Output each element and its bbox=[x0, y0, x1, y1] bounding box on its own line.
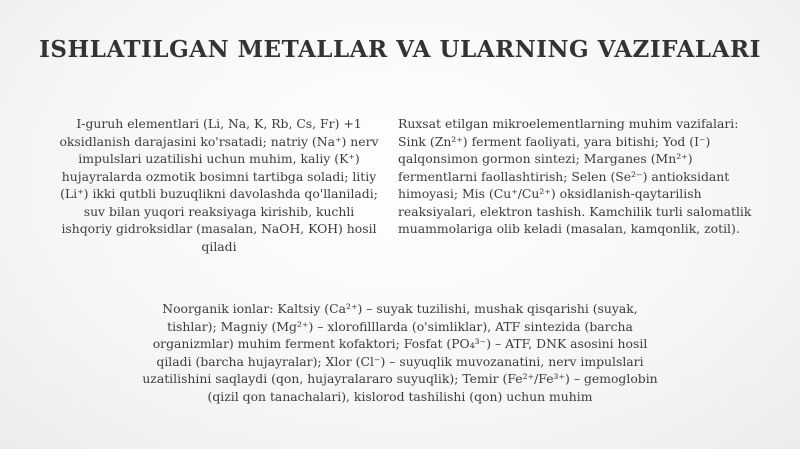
bottom-text-block: Noorganik ionlar: Kaltsiy (Ca²⁺) – suyak tuzilishi, mushak qisqarishi (suyak, tishlar); Magniy (Mg²⁺) – xlorofilllarda (o'simliklar), ATF sintezida (barcha organizmlar) muhim ferment kofaktori; Fosfat (PO₄³⁻) – ATF, DNK asosini hosil qiladi (barcha hujayralar); Xlor (Cl⁻) – suyuqlik muvozanatini, nerv impulslari uzatilishini saqlaydi (qon, hujayralararo suyuqlik); Temir (Fe²⁺/Fe³⁺) – gemoglobin (qizil qon tanachalari), kislorod tashilishi (qon) uchun muhim bbox=[142, 301, 658, 404]
left-text-block: I-guruh elementlari (Li, Na, K, Rb, Cs, Fr) +1 oksidlanish darajasini ko'rsatadi; natriy (Na⁺) nerv impulslari uzatilishi uchun muhim, kaliy (K⁺) hujayralarda ozmotik bosimni tartibga soladi; litiy (Li⁺) ikki qutbli buzuqlikni davolashda qo'llaniladi; suv bilan yuqori reaksiyaga kirishib, kuchli ishqoriy gidroksidlar (masalan, NaOH, KOH) hosil qiladi bbox=[59, 116, 379, 254]
right-text-block: Ruxsat etilgan mikroelementlarning muhim vazifalari: Sink (Zn²⁺) ferment faoliyati, yara bitishi; Yod (I⁻) qalqonsimon gormon sintezi; Marganes (Mn²⁺) fermentlarni faollashtirish; Selen (Se²⁻) antioksidant himoyasi; Mis (Cu⁺/Cu²⁺) oksidlanish-qaytarilish reaksiyalari, elektron tashish. Kamchilik turli salomatlik muammolariga olib keladi (masalan, kamqonlik, zotil). bbox=[398, 116, 752, 236]
slide-title: ISHLATILGAN METALLAR VA ULARNING VAZIFALARI bbox=[39, 36, 761, 63]
